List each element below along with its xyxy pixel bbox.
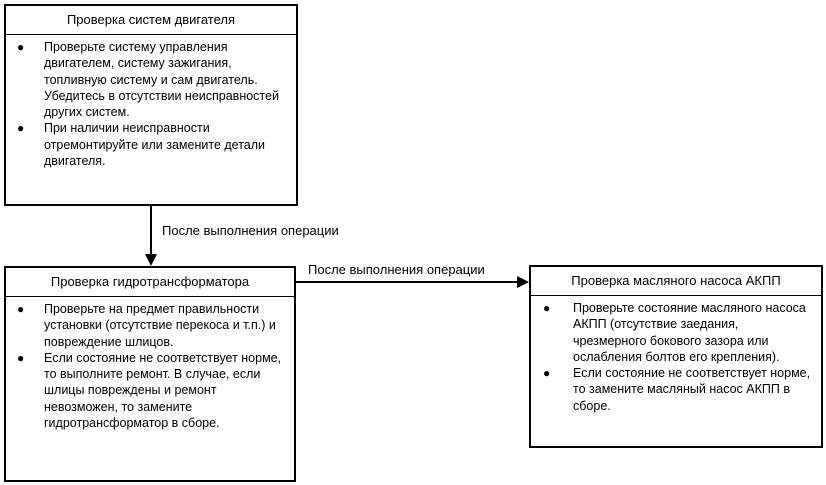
list-item-text: При наличии неисправности отремонтируйте или замените детали двигателя. xyxy=(44,121,266,169)
list-item xyxy=(14,301,286,350)
list-item xyxy=(14,350,286,431)
torque-converter-check-title: Проверка гидротрансформатора xyxy=(6,268,294,297)
list-item xyxy=(539,300,813,365)
arrow-right-icon xyxy=(517,276,529,288)
oil-pump-check-title: Проверка масляного насоса АКПП xyxy=(531,267,821,296)
list-item xyxy=(14,120,288,169)
engine-systems-check-list xyxy=(14,39,288,169)
torque-converter-check-box xyxy=(4,266,296,482)
oil-pump-check-body xyxy=(531,296,821,414)
list-item-text: Если состояние не соответствует норме, то выполните ремонт. В случае, если шлицы повреждены и ремонт невозможен, то замените гидротрансформатор в сборе. xyxy=(44,350,282,431)
oil-pump-check-list xyxy=(539,300,813,414)
bullet-icon: ● xyxy=(17,40,25,54)
engine-systems-check-box xyxy=(4,4,298,206)
bullet-icon: ● xyxy=(17,121,25,136)
list-item-text: Проверьте на предмет правильности установки (отсутствие перекоса и т.п.) и повреждение шлицов. xyxy=(44,302,276,349)
bullet-icon: ● xyxy=(543,366,551,381)
list-item xyxy=(539,365,813,414)
engine-systems-check-body xyxy=(6,35,296,169)
bullet-icon: ● xyxy=(17,350,25,365)
list-item-text: Проверьте состояние масляного насоса АКПП (отсутствие заедания, чрезмерного бокового зазора или ослабления болтов его крепления). xyxy=(573,301,806,364)
list-item-text: Если состояние не соответствует норме, то замените масляный насос АКПП в сборе. xyxy=(573,366,811,413)
oil-pump-check-box xyxy=(529,265,823,448)
list-item xyxy=(14,39,288,120)
connector-label-converter-to-pump: После выполнения операции xyxy=(308,262,485,277)
list-item-text: Проверьте систему управления двигателем, систему зажигания, топливную систему и сам двигатель. Убедитесь в отсутствии неисправностей других систем. xyxy=(44,40,279,120)
torque-converter-check-body xyxy=(6,297,294,431)
bullet-icon: ● xyxy=(543,301,551,315)
torque-converter-check-list xyxy=(14,301,286,431)
arrow-down-icon xyxy=(145,254,157,266)
bullet-icon: ● xyxy=(17,302,25,316)
engine-systems-check-title: Проверка систем двигателя xyxy=(6,6,296,35)
connector-label-engine-to-converter: После выполнения операции xyxy=(162,223,339,238)
